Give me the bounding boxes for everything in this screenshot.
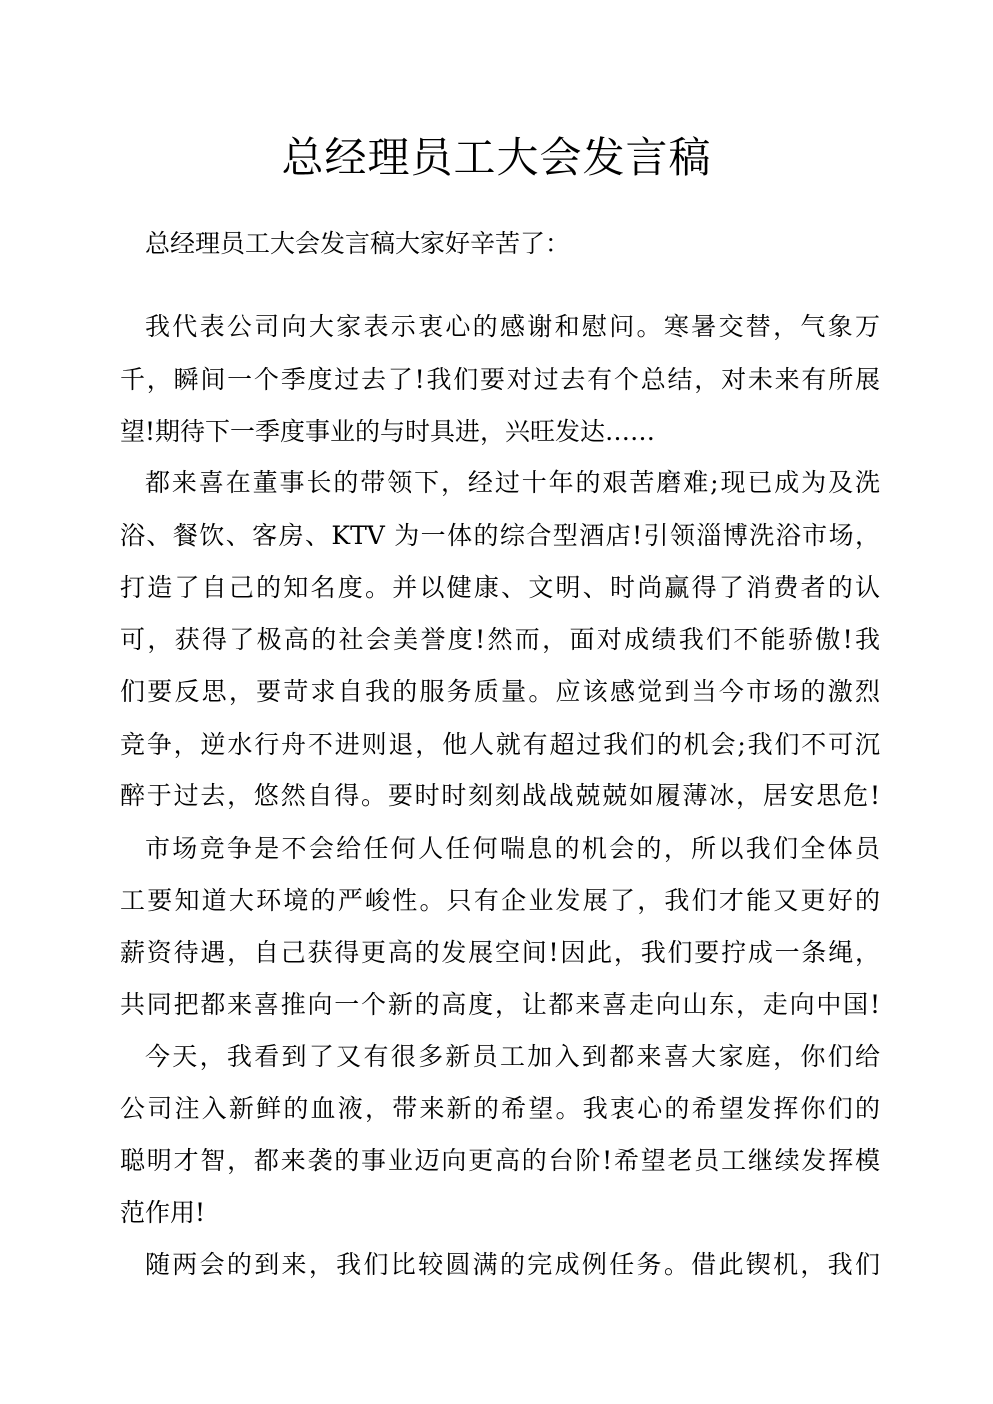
- paragraph-line: 今天，我看到了又有很多新员工加入到都来喜大家庭，你们给: [145, 1042, 880, 1071]
- paragraph-line: 竞争，逆水行舟不进则退，他人就有超过我们的机会;我们不可沉: [120, 730, 880, 759]
- paragraph-line: 醉于过去，悠然自得。要时时刻刻战战兢兢如履薄冰，居安思危!: [120, 781, 880, 810]
- paragraph-line: 都来喜在董事长的带领下，经过十年的艰苦磨难;现已成为及洗: [145, 468, 880, 497]
- paragraph-line: 打造了自己的知名度。并以健康、文明、时尚赢得了消费者的认: [120, 573, 880, 602]
- paragraph-line: 共同把都来喜推向一个新的高度，让都来喜走向山东，走向中国!: [120, 990, 880, 1019]
- paragraph-line: 可，获得了极高的社会美誉度!然而，面对成绩我们不能骄傲!我: [120, 625, 880, 654]
- paragraph-line: 薪资待遇，自己获得更高的发展空间!因此，我们要拧成一条绳，: [120, 938, 880, 967]
- paragraph-line: 公司注入新鲜的血液，带来新的希望。我衷心的希望发挥你们的: [120, 1094, 880, 1123]
- paragraph-line: 聪明才智，都来袭的事业迈向更高的台阶!希望老员工继续发挥模: [120, 1146, 880, 1175]
- paragraph-line: 们要反思，要苛求自我的服务质量。应该感觉到当今市场的激烈: [120, 677, 880, 706]
- paragraph-line: 我代表公司向大家表示衷心的感谢和慰问。寒暑交替，气象万: [145, 312, 880, 341]
- paragraph-line: 望!期待下一季度事业的与时具进，兴旺发达……: [120, 417, 656, 446]
- paragraph-line: 总经理员工大会发言稿大家好辛苦了：: [145, 229, 571, 258]
- document-title: 总经理员工大会发言稿: [281, 133, 712, 182]
- paragraph-line: 范作用!: [120, 1198, 206, 1227]
- paragraph-line: 工要知道大环境的严峻性。只有企业发展了，我们才能又更好的: [120, 886, 880, 915]
- paragraph-line: 千，瞬间一个季度过去了!我们要对过去有个总结，对未来有所展: [120, 365, 880, 394]
- paragraph-line: 市场竞争是不会给任何人任何喘息的机会的，所以我们全体员: [145, 834, 880, 863]
- paragraph-line: 浴、餐饮、客房、KTV 为一体的综合型酒店!引领淄博洗浴市场，: [120, 521, 880, 550]
- paragraph-line: 随两会的到来，我们比较圆满的完成例任务。借此锲机，我们: [145, 1250, 880, 1279]
